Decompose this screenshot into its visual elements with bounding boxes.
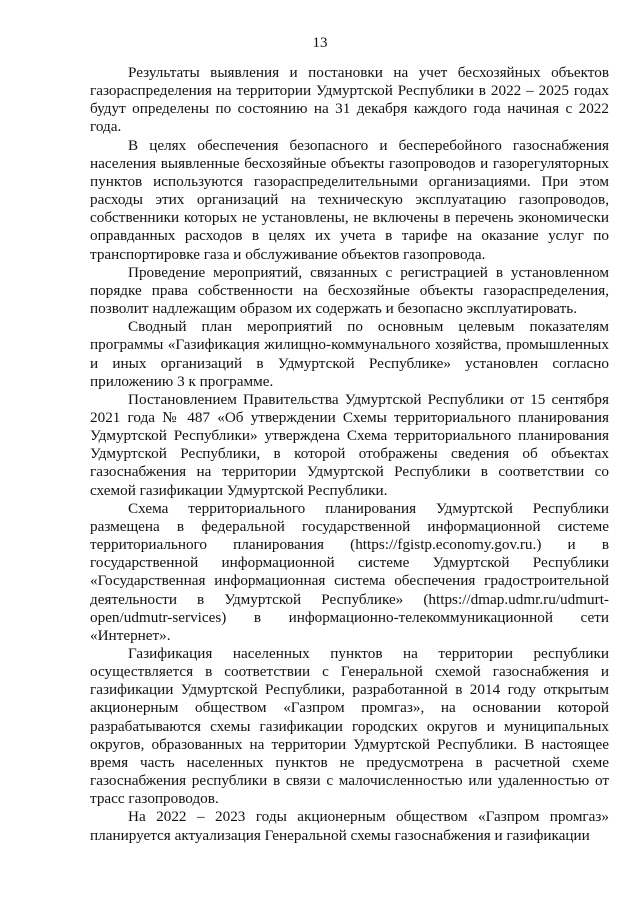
document-body [90, 64, 609, 845]
paragraph-results-identification: Результаты выявления и постановки на учет бесхозяйных объектов газораспределения на территории Удмуртской Республики в 2022 – 2025 годах будут определены по состоянию на 31 декабря каждого года начиная с 2022 года. [90, 64, 609, 136]
paragraph-government-decree: Постановлением Правительства Удмуртской Республики от 15 сентября 2021 года № 487 «Об утверждении Схемы территориального планирования Удмуртской Республики» утверждена Схема территориального планирования Удмуртской Республики, в которой отображены сведения об объектах газоснабжения на территории Удмуртской Республики в соответствии со схемой газификации Удмуртской Республики. [90, 390, 609, 499]
page-number: 13 [312, 35, 328, 51]
paragraph-scheme-update-2022-2023: На 2022 – 2023 годы акционерным обществом «Газпром промгаз» планируется актуализация Генеральной схемы газоснабжения и газификации [90, 808, 609, 844]
paragraph-summary-plan: Сводный план мероприятий по основным целевым показателям программы «Газификация жилищно-коммунального хозяйства, промышленных и иных организаций в Удмуртской Республике» установлен согласно приложению 3 к программе. [90, 318, 609, 390]
paragraph-gas-supply-safety: В целях обеспечения безопасного и бесперебойного газоснабжения населения выявленные бесхозяйные объекты газопроводов и газорегуляторных пунктов используются газораспределительными организациями. При этом расходы этих организаций на техническую эксплуатацию газопроводов, собственники которых не установлены, не включены в перечень экономически оправданных расходов в целях их учета в тарифе на оказание услуг по транспортировке газа и обслуживание объектов газопровода. [90, 136, 609, 263]
paragraph-gasification-general-scheme: Газификация населенных пунктов на территории республики осуществляется в соответствии с Генеральной схемой газоснабжения и газификации Удмуртской Республики, разработанной в 2014 году открытым акционерным обществом «Газпром промгаз», на основании которой разрабатываются схемы газификации городских округов и муниципальных округов, образованных на территории Удмуртской Республики. В настоящее время часть населенных пунктов не предусмотрена в расчетной схеме газоснабжения республики в связи с малочисленностью или удаленностью от трасс газопроводов. [90, 645, 609, 808]
paragraph-planning-scheme-placement: Схема территориального планирования Удмуртской Республики размещена в федеральной государственной информационной системе территориального планирования (https://fgistp.economy.gov.ru.) и в государственной информационной системе Удмуртской Республики «Государственная информационная система обеспечения градостроительной деятельности в Удмуртской Республике» (https://dmap.udmr.ru/udmurt-open/udmutr-services) в информационно-телекоммуникационной сети «Интернет». [90, 499, 609, 644]
paragraph-ownership-registration: Проведение мероприятий, связанных с регистрацией в установленном порядке права собственности на бесхозяйные объекты газораспределения, позволит надлежащим образом их содержать и безопасно эксплуатировать. [90, 263, 609, 318]
